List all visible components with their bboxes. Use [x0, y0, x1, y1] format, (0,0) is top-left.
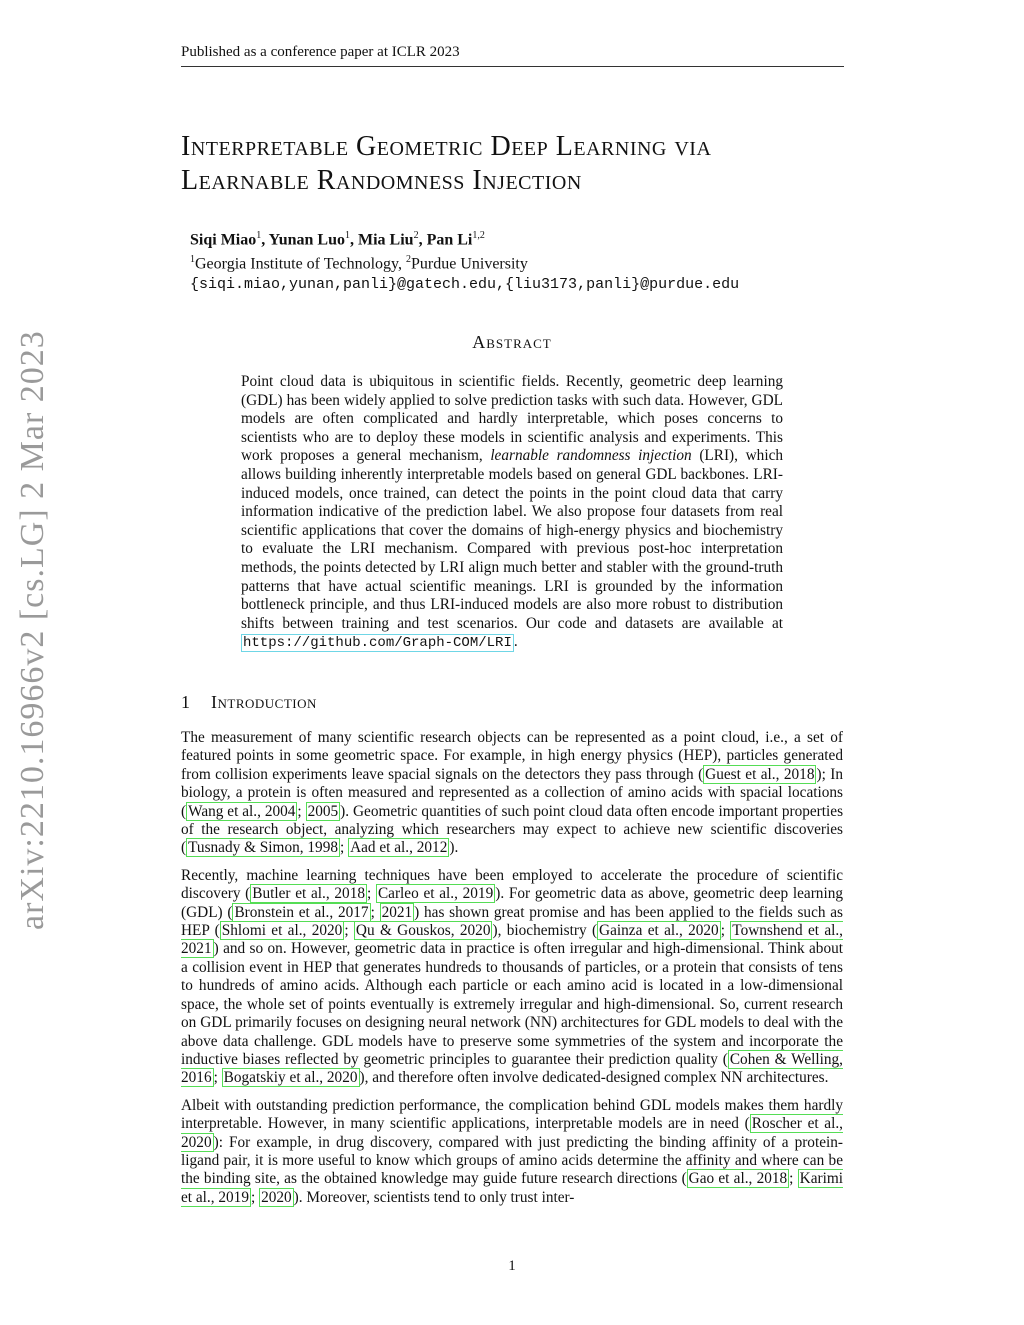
author-4-sup: 1,2 — [472, 230, 485, 241]
text: ), biochemistry ( — [492, 922, 598, 940]
text: ; — [297, 802, 306, 820]
aff2-sup: 2 — [405, 254, 411, 266]
running-header: Published as a conference paper at ICLR 2023 — [181, 44, 460, 60]
text: The measurement of many scientific research objects can be represented as a point cloud, i.e., a set of featured points in some geometric space. For example, in high energy physics (HEP), particles generated from collision experiments leave spacial signals on the detectors they pass through ( — [181, 729, 843, 783]
text: ; — [213, 1069, 222, 1087]
text: ). Geometric quantities of such point cloud data often encode important properties of the research object, analyzing which researchers may expect to achieve new scientific discoveries ( — [181, 802, 844, 857]
section-title: Introduction — [211, 692, 317, 712]
abstract-part-1: Point cloud data is ubiquitous in scientific fields. Recently, geometric deep learning (GDL) has been widely applied to solve prediction tasks with such data. However, GDL models are often complicated and hardly interpretable, which poses concerns to scientists who are to deploy these models in scientific analysis and experiments. This work proposes a general mechanism, — [241, 373, 783, 465]
arxiv-identifier: arXiv:2210.16966v2 [cs.LG] 2 Mar 2023 — [14, 330, 51, 930]
text: ). For geometric data as above, geometric deep learning (GDL) ( — [181, 885, 843, 921]
intro-paragraph-1 — [181, 729, 843, 858]
text: Recently, machine learning techniques have been employed to accelerate the procedure of scientific discovery ( — [181, 866, 843, 903]
section-number: 1 — [181, 692, 191, 712]
text: ); In biology, a protein is often measured and represented as a collection of amino acids with spacial locations ( — [181, 765, 844, 820]
aff1-sup: 1 — [190, 254, 195, 266]
abstract-end: . — [513, 633, 518, 651]
text: Albeit with outstanding prediction performance, the complication behind GDL models makes them hardly interpretable. However, in many scientific applications, interpretable models are in need ( — [181, 1096, 843, 1133]
text: ) has shown great promise and has been applied to the fields such as HEP ( — [181, 903, 844, 940]
text: ), and therefore often involve dedicated-designed complex NN architectures. — [359, 1069, 829, 1087]
header-rule — [181, 66, 844, 67]
title-line-1: Interpretable Geometric Deep Learning via — [181, 131, 712, 162]
intro-paragraph-2 — [181, 867, 843, 1088]
author-4: Pan Li — [426, 231, 473, 249]
author-2-sup: 1 — [345, 230, 350, 241]
github-link[interactable]: https://github.com/Graph-COM/LRI — [243, 635, 512, 652]
text: ; — [367, 885, 376, 903]
author-3: Mia Liu — [358, 231, 414, 249]
intro-paragraph-3 — [181, 1097, 843, 1207]
abstract-heading: Abstract — [472, 332, 552, 352]
title-line-2: Learnable Randomness Injection — [181, 165, 582, 196]
citation[interactable]: Gao et al., 2018 — [688, 1170, 788, 1188]
citation[interactable]: Roscher et al., 2020 — [181, 1115, 843, 1151]
citation[interactable]: Bogatskiy et al., 2020 — [223, 1069, 358, 1087]
author-2: Yunan Luo — [268, 231, 345, 249]
citation[interactable]: Bronstein et al., 2017 — [234, 903, 369, 921]
author-1-sup: 1 — [256, 230, 262, 241]
abstract-emphasis: learnable randomness injection — [490, 447, 692, 465]
citation[interactable]: Wang et al., 2004 — [188, 802, 296, 820]
abstract-text — [241, 373, 783, 653]
affiliations — [190, 250, 739, 274]
author-emails: {siqi.miao,yunan,panli}@gatech.edu,{liu3173,panli}@purdue.edu — [190, 275, 740, 293]
author-names: Siqi Miao$^1$, Yunan Luo$^1$, Mia Liu$^2$, Pan Li$^{1,2}$ — [190, 230, 485, 249]
author-3-sup: 2 — [413, 230, 419, 241]
author-block — [190, 226, 739, 295]
citation[interactable]: Aad et al., 2012 — [350, 839, 448, 857]
text: ). — [449, 839, 459, 857]
text: ; — [250, 1188, 260, 1206]
citation[interactable]: Karimi et al., 2019 — [181, 1170, 843, 1206]
citation[interactable]: Qu & Gouskos, 2020 — [355, 922, 491, 940]
citation[interactable]: Gainza et al., 2020 — [599, 922, 719, 940]
text: ): For example, in drug discovery, compared with just predicting the binding affinity of a protein-ligand pair, it is more useful to know which groups of amino acids determine the affinity and where can be the binding site, as the obtained knowledge may guide future research directions ( — [181, 1133, 843, 1188]
citation[interactable]: Carleo et al., 2019 — [377, 885, 494, 903]
text: ; — [370, 903, 380, 921]
paper-title — [181, 130, 861, 198]
citation[interactable]: 2020 — [261, 1188, 292, 1206]
citation[interactable]: 2021 — [381, 903, 413, 921]
citation[interactable]: Townshend et al., 2021 — [181, 922, 844, 958]
author-1: Siqi Miao — [190, 231, 257, 249]
affiliation-2: Purdue University — [410, 255, 528, 273]
text: ) and so on. However, geometric data in practice is often irregular and high-dimensional. Think about a collision event in HEP that generates hundreds to thousands of particles, or a protein that consists of tens to hundreds of amino acids. Although each particle or each amino acid is located in a low-dimensional space, the whole set of points eventually is extremely irregular and high-dimensional. So, current research on GDL primarily focuses on designing neural network (NN) architectures for GDL models to deal with the above data challenge. GDL models have to preserve some symmetries of the system and incorporate the inductive biases reflected by geometric principles to guarantee their prediction quality ( — [181, 940, 843, 1068]
text: ; — [340, 839, 349, 857]
introduction-body — [181, 729, 843, 1216]
affiliation-1: Georgia Institute of Technology, — [195, 255, 406, 273]
citation[interactable]: 2005 — [307, 802, 339, 820]
citation[interactable]: Cohen & Welling, 2016 — [181, 1050, 843, 1087]
citation[interactable]: Tusnady & Simon, 1998 — [188, 839, 338, 857]
page-number: 1 — [508, 1258, 516, 1274]
citation[interactable]: Butler et al., 2018 — [252, 885, 365, 903]
citation[interactable]: Guest et al., 2018 — [705, 765, 815, 783]
text: ). Moreover, scientists tend to only trust inter- — [293, 1188, 575, 1206]
section-heading-introduction — [181, 692, 317, 713]
text: ; — [720, 922, 731, 940]
abstract-part-2: (LRI), which allows building inherently interpretable models based on general GDL backbones. LRI-induced models, once trained, can detect the points in the point cloud data that carry information indicative of the prediction label. We also propose four datasets from real scientific applications that cover the domains of high-energy physics and biochemistry to evaluate the LRI mechanism. Compared with previous post-hoc interpretation methods, the points detected by LRI align much better and stabler with the ground-truth patterns that have actual scientific meanings. LRI is grounded by the information bottleneck principle, and thus LRI-induced models are also more robust to distribution shifts between training and test scenarios. Our code and datasets are available at — [241, 447, 784, 632]
citation[interactable]: Shlomi et al., 2020 — [221, 922, 343, 940]
text: ; — [789, 1170, 798, 1188]
text: ; — [344, 922, 354, 940]
